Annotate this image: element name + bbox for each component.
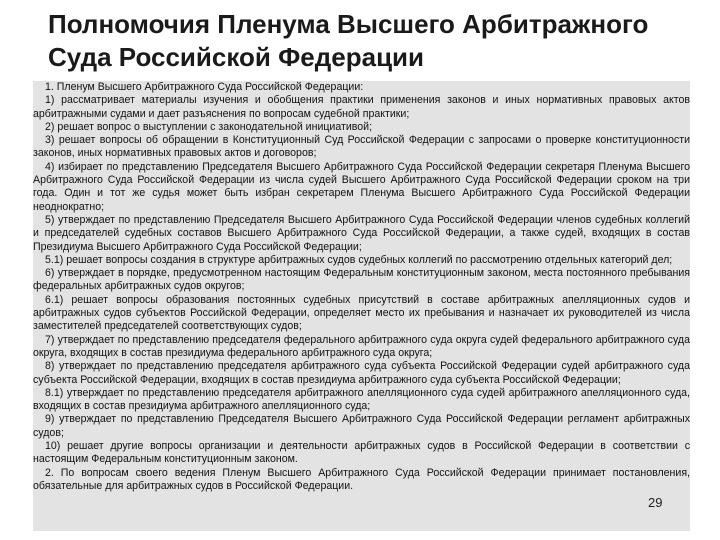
paragraph: 2. По вопросам своего ведения Пленум Высшего Арбитражного Суда Российской Федерации принимает постановления, обязательные для арбитражных судов в Российской Федерации. bbox=[33, 466, 690, 492]
paragraph: 5) утверждает по представлению Председателя Высшего Арбитражного Суда Российской Федерации членов судебных коллегий и председателей судебных составов Высшего Арбитражного Суда Российской Федерации, а также судей, входящих в состав Президиума Высшего Арбитражного Суда Российской Федерации; bbox=[33, 213, 690, 253]
paragraph: 6.1) решает вопросы образования постоянных судебных присутствий в составе арбитражных апелляционных судов и арбитражных судов субъектов Российской Федерации, определяет место их пребывания и назначает их руководителей из числа заместителей председателей соответствующих судов; bbox=[33, 293, 690, 333]
paragraph: 6) утверждает в порядке, предусмотренном настоящим Федеральным конституционным законом, места постоянного пребывания федеральных арбитражных судов округов; bbox=[33, 267, 690, 293]
paragraph: 5.1) решает вопросы создания в структуре арбитражных судов судебных коллегий по рассмотрению отдельных категорий дел; bbox=[45, 253, 673, 266]
content-box bbox=[33, 81, 690, 531]
paragraph: 1) рассматривает материалы изучения и обобщения практики применения законов и иных нормативных правовых актов арбитражными судами и дает разъяснения по вопросам судебной практики; bbox=[33, 94, 690, 120]
paragraph: 8) утверждает по представлению председателя арбитражного суда субъекта Российской Федерации судей арбитражного суда субъекта Российской Федерации, входящих в состав президиума арбитражного суда субъекта Российской Федерации; bbox=[33, 360, 690, 386]
paragraph: 3) решает вопросы об обращении в Конституционный Суд Российской Федерации с запросами о проверке конституционности законов, иных нормативных правовых актов и договоров; bbox=[33, 134, 690, 160]
paragraph: 2) решает вопрос о выступлении с законодательной инициативой; bbox=[45, 120, 373, 133]
paragraph: 7) утверждает по представлению председателя федерального арбитражного суда округа судей федерального арбитражного суда округа, входящих в состав президиума федерального арбитражного суда округа; bbox=[33, 333, 690, 359]
page-number: 29 bbox=[648, 495, 663, 510]
paragraph: 10) решает другие вопросы организации и деятельности арбитражных судов в Российской Федерации в соответствии с настоящим Федеральным конституционным законом. bbox=[33, 440, 690, 466]
slide-title: Полномочия Пленума Высшего Арбитражного Суда Российской Федерации bbox=[48, 9, 649, 72]
paragraph: 1. Пленум Высшего Арбитражного Суда Российской Федерации: bbox=[45, 81, 364, 93]
paragraph: 8.1) утверждает по представлению председателя арбитражного апелляционного суда судей арбитражного апелляционного суда, входящих в состав президиума арбитражного апелляционного суда; bbox=[33, 386, 690, 413]
paragraph: 9) утверждает по представлению Председателя Высшего Арбитражного Суда Российской Федерации регламент арбитражных судов; bbox=[33, 413, 690, 439]
paragraph: 4) избирает по представлению Председателя Высшего Арбитражного Суда Российской Федерации секретаря Пленума Высшего Арбитражного Суда Российской Федерации из числа судей Высшего Арбитражного Суда Российской Федерации сроком на три года. Один и тот же судья может быть избран секретарем Пленума Высшего Арбитражного Суда Российской Федерации неоднократно; bbox=[33, 160, 690, 213]
